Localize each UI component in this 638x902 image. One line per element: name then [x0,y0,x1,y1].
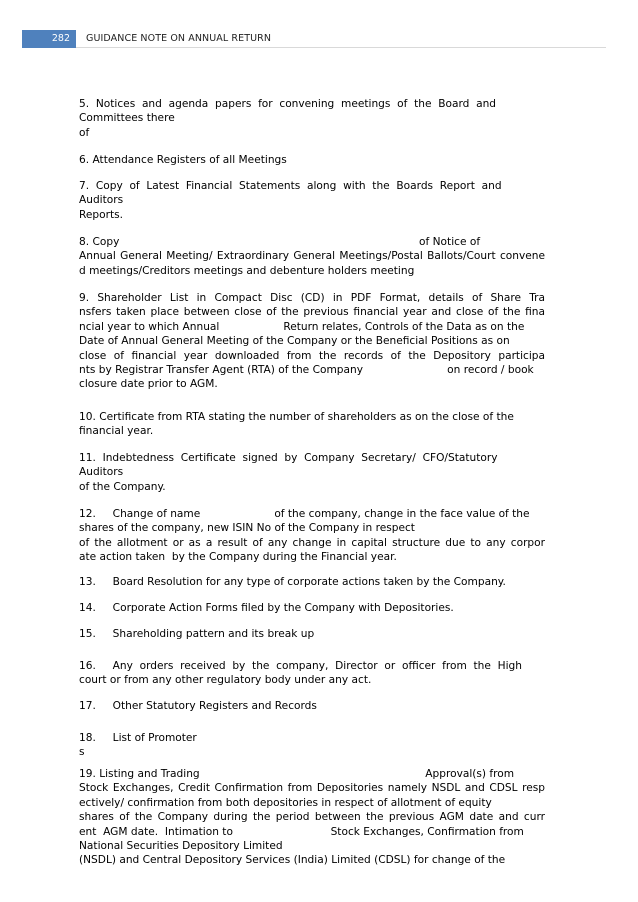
item-15 [79,627,545,641]
item-16 [79,659,545,688]
item-13 [79,575,545,589]
item-5 [79,97,545,140]
text-line: Auditors [79,194,124,207]
text-line: financial year. [79,425,154,438]
text-line: of the allotment or as a result of any change in capital structure due to any corpor [79,536,545,549]
item-10 [79,410,545,439]
text-line: 15. Shareholding pattern and its break up [79,628,315,640]
text-line: Stock Exchanges, Credit Confirmation from Depositories namely NSDL and CDSL resp [79,782,545,795]
item-11 [79,451,545,494]
text-line: Reports. [79,208,124,221]
item-14 [79,601,545,615]
text-line: of the Company. [79,480,166,493]
text-line: 8. Copy of Notice of [79,236,481,248]
text-line: 16. Any orders received by the company, Director or officer from the High [79,660,522,672]
text-line: National Securities Depository Limited [79,840,283,853]
text-line: of [79,126,90,139]
text-line: shares of the company, new ISIN No of the Company in respect [79,522,415,535]
text-line: ent AGM date. Intimation to Stock Exchanges, Confirmation from [79,825,524,838]
text-line: 9. Shareholder List in Compact Disc (CD) in PDF Format, details of Share Tra [79,292,545,304]
text-line: 11. Indebtedness Certificate signed by Company Secretary/ CFO/Statutory [79,452,498,464]
text-line: Committees there [79,112,175,125]
text-line: shares of the Company during the period between the previous AGM date and curr [79,811,545,824]
text-line: 6. Attendance Registers of all Meetings [79,154,287,166]
item-17 [79,699,545,713]
text-line: 18. List of Promoter [79,732,197,744]
text-line: ate action taken by the Company during the Financial year. [79,551,397,564]
item-9 [79,291,545,392]
item-12 [79,507,545,565]
text-line: 5. Notices and agenda papers for convening meetings of the Board and [79,98,497,110]
page-number: 282 [22,30,76,48]
text-line: close of financial year downloaded from the records of the Depository participa [79,349,545,362]
text-line: 14. Corporate Action Forms filed by the Company with Depositories. [79,602,454,614]
text-line: closure date prior to AGM. [79,378,218,391]
text-line: nts by Registrar Transfer Agent (RTA) of the Company on record / book [79,364,534,377]
item-18 [79,731,545,760]
text-line: Annual General Meeting/ Extraordinary General Meetings/Postal Ballots/Court convene [79,250,545,263]
text-line: court or from any other regulatory body under any act. [79,674,372,687]
item-8 [79,235,545,278]
text-line: 7. Copy of Latest Financial Statements along with the Boards Report and [79,180,502,192]
text-line: ncial year to which Annual Return relates, Controls of the Data as on the [79,320,525,333]
text-line: d meetings/Creditors meetings and debenture holders meeting [79,264,415,277]
text-line: nsfers taken place between close of the previous financial year and close of the fina [79,306,545,319]
text-line: 19. Listing and Trading Approval(s) from [79,768,515,780]
text-line: Auditors [79,466,124,479]
text-line: 13. Board Resolution for any type of corporate actions taken by the Company. [79,576,506,588]
text-line: 12. Change of name of the company, change in the face value of the [79,508,530,520]
text-line: (NSDL) and Central Depository Services (India) Limited (CDSL) for change of the [79,854,506,867]
text-line: 17. Other Statutory Registers and Records [79,700,317,712]
header-title: GUIDANCE NOTE ON ANNUAL RETURN [86,33,272,44]
page-header [0,30,638,48]
text-line: s [79,746,85,759]
header-divider [76,47,606,48]
text-line: 10. Certificate from RTA stating the number of shareholders as on the close of the [79,411,514,423]
item-6 [79,153,545,167]
text-line: Date of Annual General Meeting of the Company or the Beneficial Positions as on [79,335,510,348]
text-line: ectively/ confirmation from both depositories in respect of allotment of equity [79,796,492,809]
item-7 [79,179,545,222]
item-19 [79,767,545,868]
